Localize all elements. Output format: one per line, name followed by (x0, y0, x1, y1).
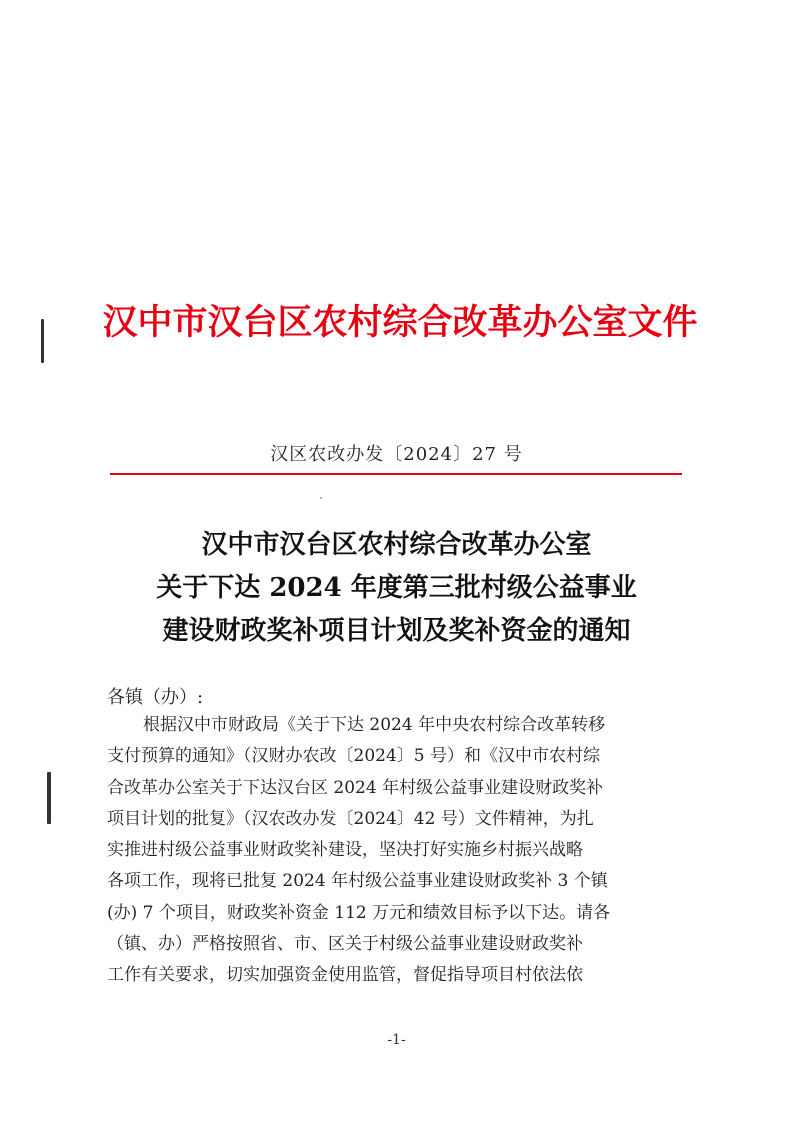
body-line: 工作有关要求，切实加强资金使用监管，督促指导项目村依法依 (107, 965, 583, 986)
body-line: 项目计划的批复》（汉农改办发〔2024〕42 号）文件精神，为扎 (107, 808, 594, 829)
notice-title-line-2: 关于下达 2024 年度第三批村级公益事业 (156, 573, 637, 603)
notice-title (0, 524, 793, 653)
body-paragraph (107, 710, 691, 992)
scan-artifact-mark (41, 319, 44, 363)
body-line: 支付预算的通知》（汉财办农改〔2024〕5 号）和《汉中市农村综 (107, 746, 600, 767)
document-number: 汉区农改办发〔2024〕27 号 (270, 444, 523, 465)
page-number: -1- (387, 1032, 406, 1048)
body-line: 各项工作，现将已批复 2024 年村级公益事业建设财政奖补 3 个镇 (107, 871, 608, 892)
body-line: (办) 7 个项目，财政奖补资金 112 万元和绩效目标予以下达。请各 (107, 902, 611, 923)
scan-speck (320, 497, 322, 499)
body-line: 合改革办公室关于下达汉台区 2024 年村级公益事业建设财政奖补 (107, 777, 604, 798)
body-line: 实推进村级公益事业财政奖补建设，坚决打好实施乡村振兴战略 (107, 840, 583, 861)
body-line: （镇、办）严格按照省、市、区关于村级公益事业建设财政奖补 (107, 934, 583, 955)
body-line: 根据汉中市财政局《关于下达 2024 年中央农村综合改革转移 (143, 715, 606, 735)
document-header-title: 汉中市汉台区农村综合改革办公室文件 (102, 302, 698, 343)
notice-title-line-3: 建设财政奖补项目计划及奖补资金的通知 (162, 616, 631, 646)
salutation: 各镇（办）: (107, 687, 204, 708)
notice-title-line-1: 汉中市汉台区农村综合改革办公室 (201, 530, 592, 560)
red-divider-rule (110, 473, 682, 475)
scan-artifact-mark (47, 772, 51, 824)
